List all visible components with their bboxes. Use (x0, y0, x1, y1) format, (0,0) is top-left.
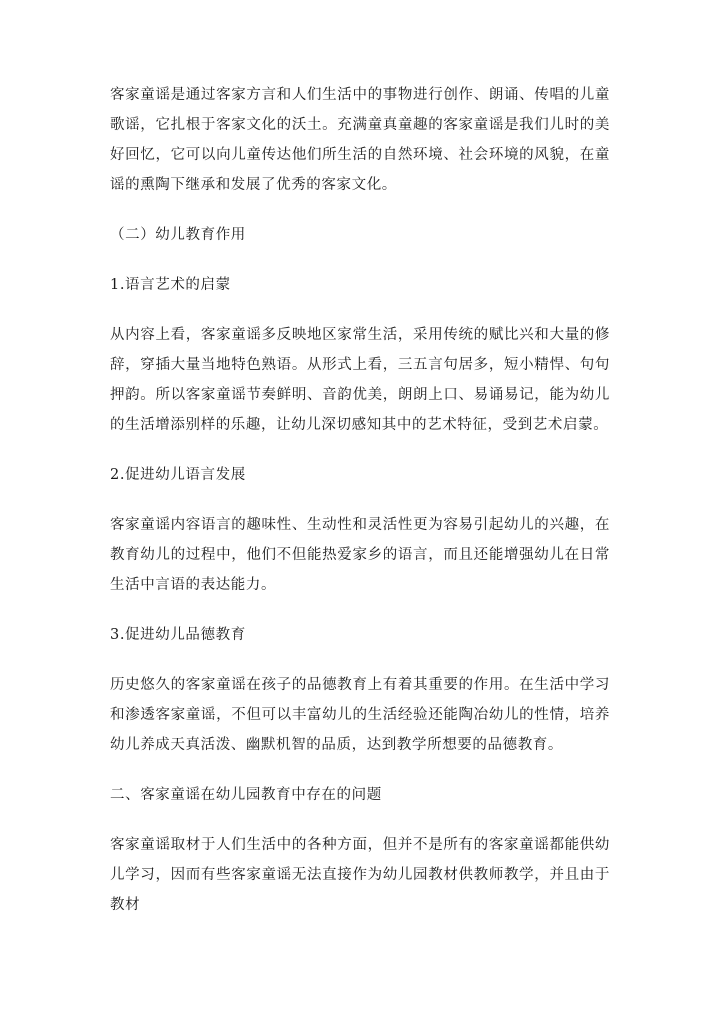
subheading-language-art: 1.语言艺术的启蒙 (110, 277, 231, 293)
paragraph-moral-education: 历史悠久的客家童谣在孩子的品德教育上有着其重要的作用。在生活中学习和渗透客家童谣，不但可以丰富幼儿的生活经验还能陶冶幼儿的性情，培养幼儿养成天真活泼、幽默机智的品质，达到教学所想要的品德教育。 (110, 677, 610, 753)
paragraph-intro: 客家童谣是通过客家方言和人们生活中的事物进行创作、朗诵、传唱的儿童歌谣，它扎根于客家文化的沃土。充满童真童趣的客家童谣是我们儿时的美好回忆，它可以向儿童传达他们所生活的自然环境、社会环境的风貌，在童谣的熏陶下继承和发展了优秀的客家文化。 (110, 87, 610, 193)
document-page (110, 80, 610, 920)
paragraph-problems: 客家童谣取材于人们生活中的各种方面，但并不是所有的客家童谣都能供幼儿学习，因而有些客家童谣无法直接作为幼儿园教材供教师教学，并且由于教材 (110, 837, 610, 913)
subheading-language-development: 2.促进幼儿语言发展 (110, 467, 246, 483)
section-heading-early-education: （二）幼儿教育作用 (110, 227, 246, 243)
subheading-moral-education: 3.促进幼儿品德教育 (110, 627, 246, 643)
paragraph-language-art: 从内容上看，客家童谣多反映地区家常生活，采用传统的赋比兴和大量的修辞，穿插大量当地特色熟语。从形式上看，三五言句居多，短小精悍、句句押韵。所以客家童谣节奏鲜明、音韵优美，朗朗上口、易诵易记，能为幼儿的生活增添别样的乐趣，让幼儿深切感知其中的艺术特征，受到艺术启蒙。 (110, 327, 610, 433)
section-heading-problems: 二、客家童谣在幼儿园教育中存在的问题 (110, 787, 382, 803)
paragraph-language-development: 客家童谣内容语言的趣味性、生动性和灵活性更为容易引起幼儿的兴趣，在教育幼儿的过程中，他们不但能热爱家乡的语言，而且还能增强幼儿在日常生活中言语的表达能力。 (110, 517, 610, 593)
